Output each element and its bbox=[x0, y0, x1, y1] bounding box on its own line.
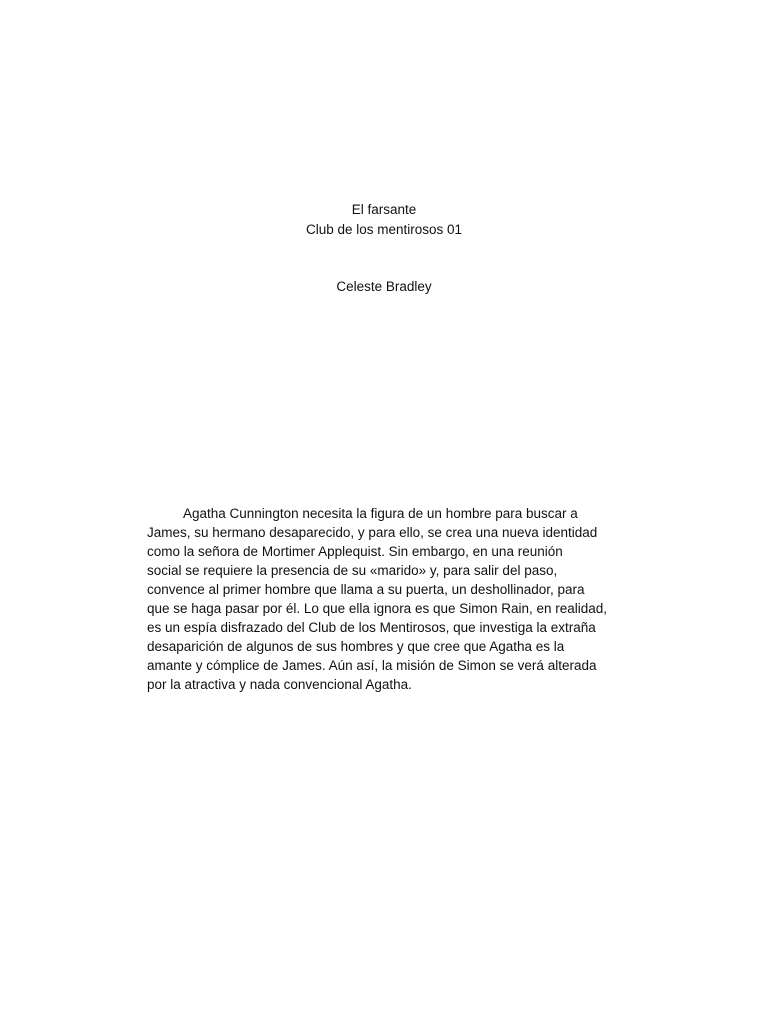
synopsis-line: por la atractiva y nada convencional Agatha. bbox=[147, 677, 412, 692]
synopsis-line: James, su hermano desaparecido, y para ello, se crea una nueva identidad bbox=[147, 525, 598, 540]
synopsis-line: amante y cómplice de James. Aún así, la misión de Simon se verá alterada bbox=[147, 658, 597, 673]
synopsis-line: que se haga pasar por él. Lo que ella ignora es que Simon Rain, en realidad, bbox=[147, 601, 608, 616]
book-title: El farsante bbox=[351, 202, 417, 217]
author-name: Celeste Bradley bbox=[336, 279, 432, 294]
synopsis-line: desaparición de algunos de sus hombres y que cree que Agatha es la bbox=[147, 639, 565, 654]
synopsis-line: Agatha Cunnington necesita la figura de un hombre para buscar a bbox=[183, 506, 578, 521]
synopsis-line: social se requiere la presencia de su «marido» y, para salir del paso, bbox=[147, 563, 558, 578]
series-subtitle: Club de los mentirosos 01 bbox=[305, 222, 463, 237]
synopsis-line: como la señora de Mortimer Applequist. Sin embargo, en una reunión bbox=[147, 544, 563, 559]
synopsis-line: es un espía disfrazado del Club de los Mentirosos, que investiga la extraña bbox=[147, 620, 596, 635]
synopsis-line: convence al primer hombre que llama a su puerta, un deshollinador, para bbox=[147, 582, 585, 597]
synopsis-paragraph bbox=[147, 504, 615, 694]
